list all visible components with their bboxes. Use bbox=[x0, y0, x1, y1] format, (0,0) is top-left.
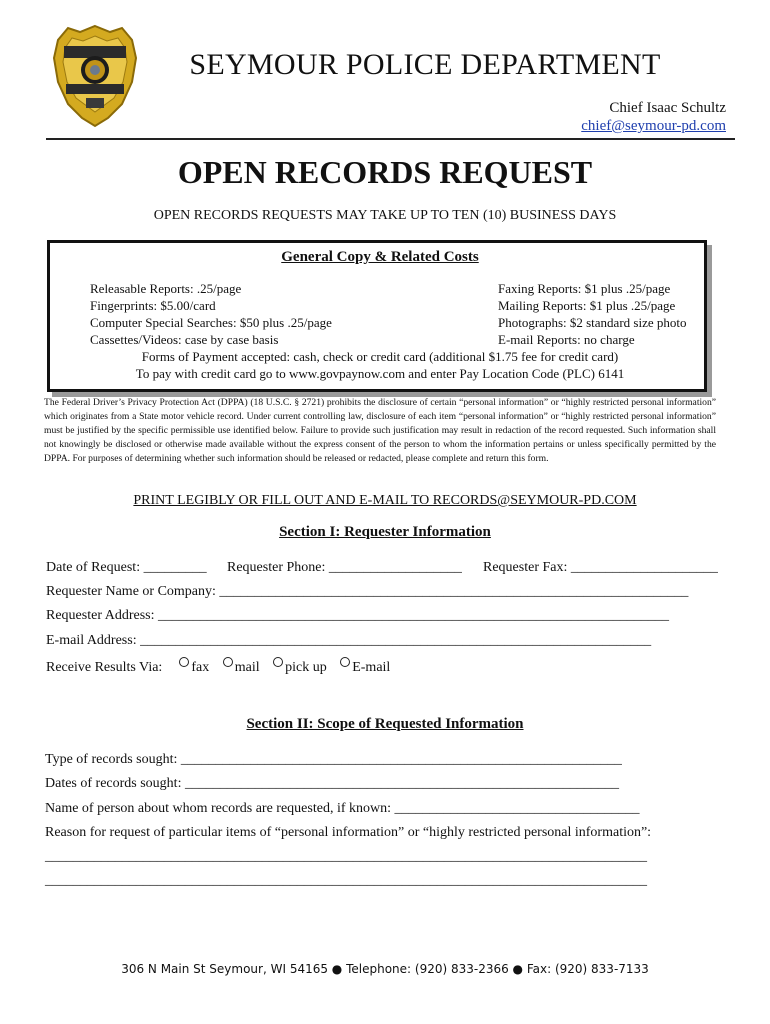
costs-heading: General Copy & Related Costs bbox=[281, 249, 479, 265]
radio-circle-icon[interactable] bbox=[223, 657, 233, 667]
reason-blank-line-2[interactable]: ______________________________________________________________________________________ bbox=[45, 873, 647, 888]
email-address-field[interactable]: E-mail Address: _________________________________________________________________________ bbox=[46, 633, 652, 648]
receive-results-group bbox=[46, 657, 400, 676]
radio-circle-icon[interactable] bbox=[179, 657, 189, 667]
print-instruction: PRINT LEGIBLY OR FILL OUT AND E-MAIL TO RECORDS@SEYMOUR-PD.COM bbox=[133, 493, 637, 508]
cost-item-email-reports: E-mail Reports: no charge bbox=[498, 332, 635, 347]
cost-item-fingerprints: Fingerprints: $5.00/card bbox=[90, 298, 216, 313]
costs-box bbox=[47, 240, 707, 392]
reason-label: Reason for request of particular items of “personal information” or “highly restricted personal information”: bbox=[45, 825, 652, 840]
cost-item-cassettes-videos: Cassettes/Videos: case by case basis bbox=[90, 332, 279, 347]
chief-email-link[interactable]: chief@seymour-pd.com bbox=[581, 118, 726, 134]
dppa-notice: The Federal Driver’s Privacy Protection Act (DPPA) (18 U.S.C. § 2721) prohibits the disclosure of certain “personal information” or “highly restricted personal information” which originates from a State motor vehicle record. Under current controlling law, disclosure of each item “personal information” or “highly restricted personal information” must be justified by the specific permissible use identified below. Failure to provide such justification may result in redaction of the record requested. Such information shall not knowingly be disclosed or otherwise made available without the express consent of the person to whom the information pertains or unless specifically permitted by the DPPA. For purposes of determining whether such information should be released or redacted, please complete and return this form. bbox=[44, 397, 716, 464]
form-title: OPEN RECORDS REQUEST bbox=[177, 154, 593, 190]
requester-address-field[interactable]: Requester Address: _________________________________________________________________________ bbox=[46, 608, 669, 623]
cost-item-photographs: Photographs: $2 standard size photo bbox=[498, 315, 687, 330]
requester-name-field[interactable]: Requester Name or Company: ___________________________________________________________________ bbox=[46, 584, 689, 599]
radio-circle-icon[interactable] bbox=[340, 657, 350, 667]
footer-contact: 306 N Main St Seymour, WI 54165 ● Telephone: (920) 833-2366 ● Fax: (920) 833-7133 bbox=[121, 962, 649, 976]
section-1-heading: Section I: Requester Information bbox=[279, 524, 491, 540]
cost-item-computer-searches: Computer Special Searches: $50 plus .25/page bbox=[90, 315, 332, 330]
date-of-request-field[interactable]: Date of Request: _________ bbox=[46, 560, 207, 575]
cost-item-releasable-reports: Releasable Reports: .25/page bbox=[90, 281, 242, 296]
receive-option-mail[interactable]: mail bbox=[223, 660, 260, 675]
payment-forms: Forms of Payment accepted: cash, check or credit card (additional $1.75 fee for credit card) bbox=[141, 349, 619, 364]
dates-of-records-field[interactable]: Dates of records sought: ______________________________________________________________ bbox=[45, 776, 619, 791]
requester-phone-field[interactable]: Requester Phone: ___________________ bbox=[227, 560, 462, 575]
department-name: SEYMOUR POLICE DEPARTMENT bbox=[189, 48, 661, 81]
receive-option-pick-up[interactable]: pick up bbox=[273, 660, 327, 675]
police-badge-icon bbox=[52, 24, 138, 128]
type-of-records-field[interactable]: Type of records sought: _______________________________________________________________ bbox=[45, 752, 622, 767]
section-2-heading: Section II: Scope of Requested Information bbox=[246, 716, 524, 732]
chief-name: Chief Isaac Schultz bbox=[609, 100, 726, 116]
receive-option-email[interactable]: E-mail bbox=[340, 660, 390, 675]
receive-option-fax[interactable]: fax bbox=[179, 660, 209, 675]
radio-circle-icon[interactable] bbox=[273, 657, 283, 667]
requester-fax-field[interactable]: Requester Fax: _____________________ bbox=[483, 560, 718, 575]
header-divider bbox=[46, 138, 735, 140]
receive-results-label: Receive Results Via: bbox=[46, 660, 163, 675]
person-name-field[interactable]: Name of person about whom records are requested, if known: ___________________________________ bbox=[45, 801, 640, 816]
cost-item-mailing: Mailing Reports: $1 plus .25/page bbox=[498, 298, 676, 313]
credit-card-instructions: To pay with credit card go to www.govpaynow.com and enter Pay Location Code (PLC) 6141 bbox=[135, 366, 625, 381]
reason-blank-line-1[interactable]: ______________________________________________________________________________________ bbox=[45, 849, 647, 864]
cost-item-faxing: Faxing Reports: $1 plus .25/page bbox=[498, 281, 671, 296]
processing-notice: OPEN RECORDS REQUESTS MAY TAKE UP TO TEN (10) BUSINESS DAYS bbox=[153, 208, 617, 223]
